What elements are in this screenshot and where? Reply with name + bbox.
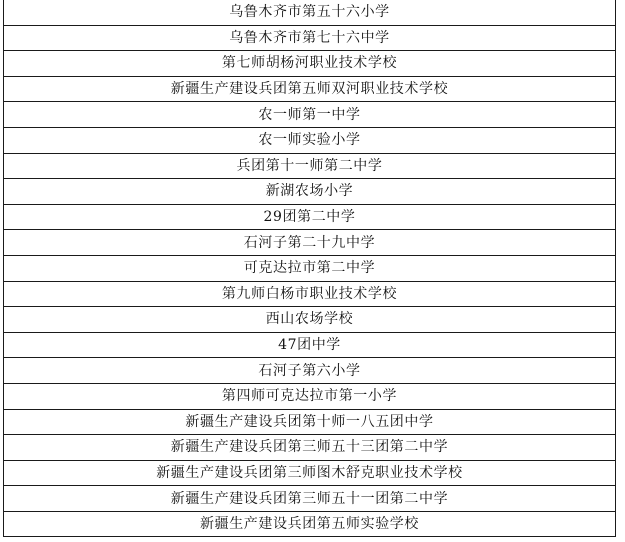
table-row [4,332,616,358]
school-name-cell: 西山农场学校 [4,307,616,333]
school-name-cell: 第四师可克达拉市第一小学 [4,383,616,409]
table-row [4,127,616,153]
school-list-body [4,0,616,537]
table-row [4,383,616,409]
school-name-cell: 第七师胡杨河职业技术学校 [4,51,616,77]
school-name-cell: 新疆生产建设兵团第三师五十三团第二中学 [4,435,616,461]
school-name-cell: 新疆生产建设兵团第五师双河职业技术学校 [4,76,616,102]
school-name-cell: 新疆生产建设兵团第三师五十一团第二中学 [4,486,616,512]
school-name-cell: 乌鲁木齐市第七十六中学 [4,25,616,51]
table-row [4,0,616,25]
table-row [4,409,616,435]
table-row [4,358,616,384]
table-row [4,511,616,537]
school-name-cell: 新疆生产建设兵团第三师图木舒克职业技术学校 [4,460,616,486]
school-name-cell: 乌鲁木齐市第五十六小学 [4,0,616,25]
table-row [4,255,616,281]
table-row [4,25,616,51]
table-row [4,179,616,205]
table-row [4,460,616,486]
table-row [4,230,616,256]
table-row [4,51,616,77]
school-name-cell: 可克达拉市第二中学 [4,255,616,281]
school-name-cell: 石河子第六小学 [4,358,616,384]
school-name-cell: 新疆生产建设兵团第五师实验学校 [4,511,616,537]
school-name-cell: 47团中学 [4,332,616,358]
school-name-cell: 农一师第一中学 [4,102,616,128]
table-row [4,435,616,461]
school-name-cell: 农一师实验小学 [4,127,616,153]
table-row [4,281,616,307]
school-name-cell: 新湖农场小学 [4,179,616,205]
school-name-cell: 29团第二中学 [4,204,616,230]
school-name-cell: 石河子第二十九中学 [4,230,616,256]
table-row [4,76,616,102]
school-name-cell: 兵团第十一师第二中学 [4,153,616,179]
table-row [4,102,616,128]
table-row [4,486,616,512]
school-name-cell: 新疆生产建设兵团第十师一八五团中学 [4,409,616,435]
table-row [4,204,616,230]
school-list-table [3,0,616,537]
table-row [4,307,616,333]
school-name-cell: 第九师白杨市职业技术学校 [4,281,616,307]
table-row [4,153,616,179]
